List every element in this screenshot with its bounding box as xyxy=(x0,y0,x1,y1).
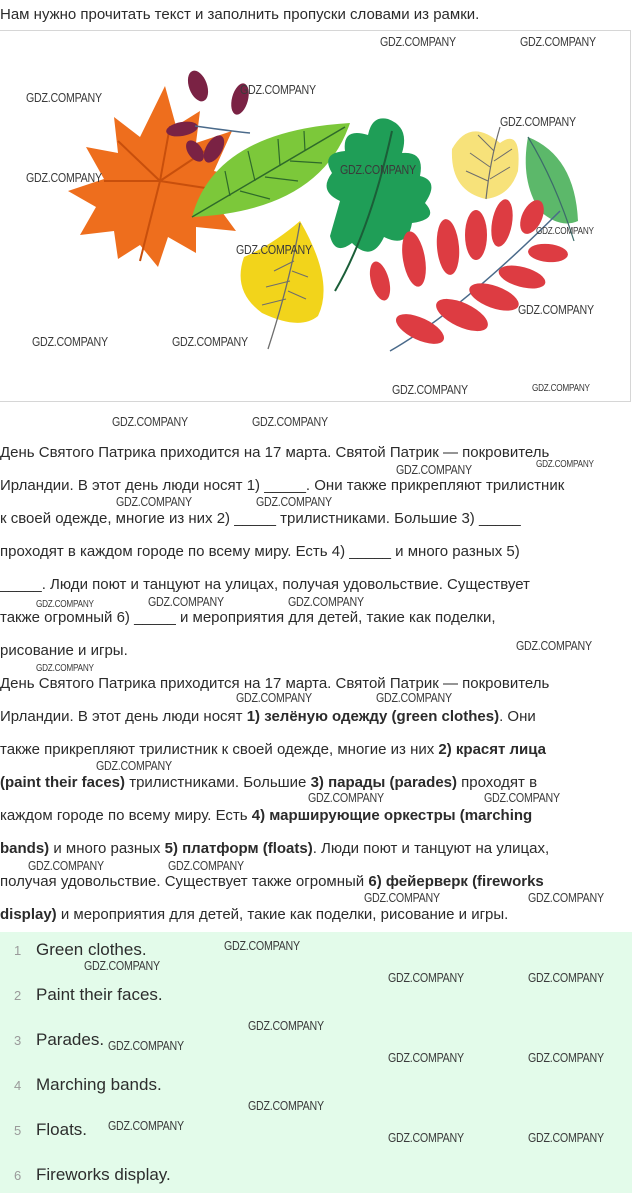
item-text: Marching bands. xyxy=(36,1075,162,1094)
item-number: 6 xyxy=(14,1167,22,1183)
filled-answer: 1) зелёную одежду (green clothes) xyxy=(246,708,500,725)
answer-line-part: получая удовольствие. Существует также огромный xyxy=(0,873,369,890)
watermark: GDZ.COMPANY xyxy=(536,226,594,237)
watermark: GDZ.COMPANY xyxy=(380,34,456,49)
list-item xyxy=(14,938,147,962)
exercise-line: рисование и игры. xyxy=(0,642,128,659)
filled-answer: 4) марширующие оркестры (marching xyxy=(251,807,533,824)
watermark: GDZ.COMPANY xyxy=(248,1098,324,1113)
watermark: GDZ.COMPANY xyxy=(172,334,248,349)
filled-answer: 6) фейерверк (fireworks xyxy=(368,873,544,890)
answer-line-part: и мероприятия для детей, такие как поделки, рисование и игры. xyxy=(56,906,509,923)
watermark: GDZ.COMPANY xyxy=(516,638,592,653)
watermark: GDZ.COMPANY xyxy=(484,790,560,805)
filled-answer: 5) платформ (floats) xyxy=(164,840,313,857)
watermark: GDZ.COMPANY xyxy=(520,34,596,49)
exercise-line: _____. Люди поют и танцуют на улицах, получая удовольствие. Существует xyxy=(0,576,530,593)
exercise-line: проходят в каждом городе по всему миру. Есть 4) _____ и много разных 5) xyxy=(0,543,520,560)
watermark: GDZ.COMPANY xyxy=(168,858,244,873)
answer-line-part: также прикрепляют трилистник к своей одежде, многие из них xyxy=(0,741,439,758)
watermark: GDZ.COMPANY xyxy=(116,494,192,509)
exercise-line: Ирландии. В этот день люди носят 1) _____. Они также прикрепляют трилистник xyxy=(0,477,565,494)
watermark: GDZ.COMPANY xyxy=(388,970,464,985)
watermark: GDZ.COMPANY xyxy=(36,599,94,610)
watermark: GDZ.COMPANY xyxy=(388,1130,464,1145)
item-number: 5 xyxy=(14,1122,22,1138)
exercise-line: День Святого Патрика приходится на 17 марта. Святой Патрик — покровитель xyxy=(0,444,550,461)
answer-line-part: и много разных xyxy=(49,840,165,857)
watermark: GDZ.COMPANY xyxy=(528,1050,604,1065)
answer-line-part: . Люди поют и танцуют на улицах, xyxy=(312,840,550,857)
watermark: GDZ.COMPANY xyxy=(32,334,108,349)
watermark: GDZ.COMPANY xyxy=(96,758,172,773)
watermark: GDZ.COMPANY xyxy=(308,790,384,805)
watermark: GDZ.COMPANY xyxy=(396,462,472,477)
watermark: GDZ.COMPANY xyxy=(28,858,104,873)
filled-answer: 2) красят лица xyxy=(438,741,547,758)
watermark: GDZ.COMPANY xyxy=(236,242,312,257)
answer-line-part: каждом городе по всему миру. Есть xyxy=(0,807,252,824)
watermark: GDZ.COMPANY xyxy=(532,383,590,394)
autumn-leaves-illustration xyxy=(0,30,631,402)
watermark: GDZ.COMPANY xyxy=(236,690,312,705)
watermark: GDZ.COMPANY xyxy=(112,414,188,429)
watermark: GDZ.COMPANY xyxy=(248,1018,324,1033)
watermark: GDZ.COMPANY xyxy=(240,82,316,97)
filled-answer: display) xyxy=(0,906,57,923)
watermark: GDZ.COMPANY xyxy=(392,382,468,397)
watermark: GDZ.COMPANY xyxy=(528,1130,604,1145)
list-item xyxy=(14,1073,162,1097)
exercise-line: к своей одежде, многие из них 2) _____ трилистниками. Большие 3) _____ xyxy=(0,510,521,527)
item-number: 3 xyxy=(14,1032,22,1048)
watermark: GDZ.COMPANY xyxy=(224,938,300,953)
answer-line-part: . Они xyxy=(499,708,536,725)
watermark: GDZ.COMPANY xyxy=(340,162,416,177)
watermark: GDZ.COMPANY xyxy=(364,890,440,905)
watermark: GDZ.COMPANY xyxy=(84,958,160,973)
answer-line-part: проходят в xyxy=(457,774,538,791)
watermark: GDZ.COMPANY xyxy=(26,90,102,105)
item-number: 4 xyxy=(14,1077,22,1093)
answer-line-part: Ирландии. В этот день люди носят xyxy=(0,708,247,725)
filled-answer: bands) xyxy=(0,840,50,857)
watermark: GDZ.COMPANY xyxy=(528,890,604,905)
answer-line-part: трилистниками. Большие xyxy=(125,774,311,791)
item-text: Floats. xyxy=(36,1120,88,1139)
item-number: 2 xyxy=(14,987,22,1003)
pale-yellow-leaf-icon xyxy=(452,127,519,199)
list-item xyxy=(14,983,163,1007)
watermark: GDZ.COMPANY xyxy=(376,690,452,705)
watermark: GDZ.COMPANY xyxy=(500,114,576,129)
answers-panel xyxy=(0,932,632,1193)
filled-answer: 3) парады (parades) xyxy=(310,774,457,791)
item-text: Parades. xyxy=(36,1030,105,1049)
task-instruction: Нам нужно прочитать текст и заполнить пропуски словами из рамки. xyxy=(0,6,480,23)
list-item xyxy=(14,1118,87,1142)
item-text: Paint their faces. xyxy=(36,985,163,1004)
answer-text xyxy=(0,667,632,931)
watermark: GDZ.COMPANY xyxy=(252,414,328,429)
watermark: GDZ.COMPANY xyxy=(256,494,332,509)
watermark: GDZ.COMPANY xyxy=(108,1038,184,1053)
watermark: GDZ.COMPANY xyxy=(536,459,594,470)
watermark: GDZ.COMPANY xyxy=(528,970,604,985)
item-text: Fireworks display. xyxy=(36,1165,171,1184)
list-item xyxy=(14,1028,104,1052)
yellow-leaf-icon xyxy=(241,221,324,349)
watermark: GDZ.COMPANY xyxy=(108,1118,184,1133)
watermark: GDZ.COMPANY xyxy=(148,594,224,609)
filled-answer: (paint their faces) xyxy=(0,774,126,791)
watermark: GDZ.COMPANY xyxy=(388,1050,464,1065)
watermark: GDZ.COMPANY xyxy=(36,663,94,674)
exercise-line: также огромный 6) _____ и мероприятия для детей, такие как поделки, xyxy=(0,609,496,626)
exercise-text xyxy=(0,436,632,667)
item-text: Green clothes. xyxy=(36,940,147,959)
item-number: 1 xyxy=(14,942,22,958)
answer-line: День Святого Патрика приходится на 17 марта. Святой Патрик — покровитель xyxy=(0,675,550,692)
watermark: GDZ.COMPANY xyxy=(26,170,102,185)
list-item xyxy=(14,1163,171,1187)
watermark: GDZ.COMPANY xyxy=(518,302,594,317)
watermark: GDZ.COMPANY xyxy=(288,594,364,609)
